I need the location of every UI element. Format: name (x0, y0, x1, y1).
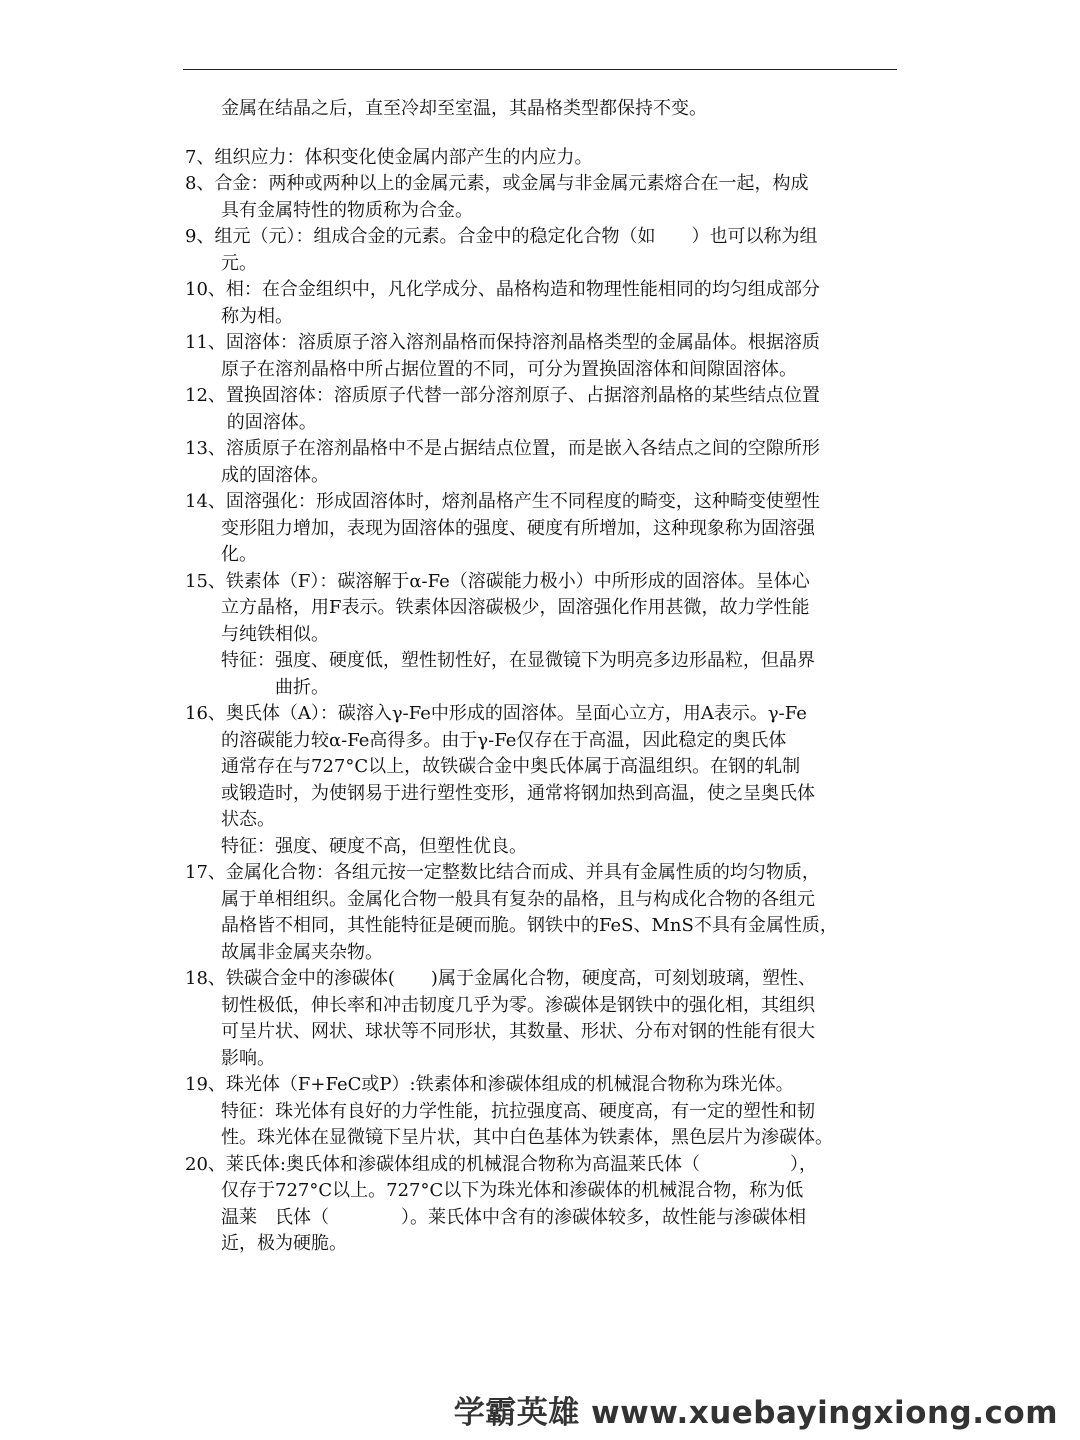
text-line: 晶格皆不相同，其性能特征是硬而脆。钢铁中的FeS、MnS不具有金属性质， (185, 915, 838, 936)
text-line: 20、莱氏体:奥氏体和渗碳体组成的机械混合物称为高温莱氏体（ ）， (185, 1153, 817, 1175)
text-line: 具有金属特性的物质称为合金。 (185, 199, 473, 221)
text-line: 韧性极低，伸长率和冲击韧度几乎为零。渗碳体是钢铁中的强化相，其组织 (185, 994, 815, 1016)
text-line: 或锻造时，为使钢易于进行塑性变形，通常将钢加热到高温，使之呈奥氏体 (185, 782, 815, 804)
text-line: 特征：强度、硬度低，塑性韧性好，在显微镜下为明亮多边形晶粒，但晶界 (185, 650, 815, 671)
text-line: 10、相：在合金组织中，凡化学成分、晶格构造和物理性能相同的均匀组成部分 (185, 279, 820, 300)
paragraph-gap (185, 123, 897, 145)
document-body (185, 96, 897, 1284)
text-line: 19、珠光体（F+FeC或P）:铁素体和渗碳体组成的机械混合物称为珠光体。 (185, 1074, 794, 1095)
text-line: 14、固溶强化：形成固溶体时，熔剂晶格产生不同程度的畸变，这种畸变使塑性 (185, 491, 820, 512)
text-line: 可呈片状、网状、球状等不同形状，其数量、形状、分布对钢的性能有很大 (185, 1021, 815, 1042)
text-line: 属于单相组织。金属化合物一般具有复杂的晶格，且与构成化合物的各组元 (185, 888, 815, 910)
text-line: 金属在结晶之后，直至冷却至室温，其晶格类型都保持不变。 (185, 98, 707, 119)
text-line: 16、奥氏体（A）：碳溶入γ-Fe中形成的固溶体。呈面心立方，用A表示。γ-Fe (185, 703, 807, 724)
text-line: 通常存在与727°C以上，故铁碳合金中奥氏体属于高温组织。在钢的轧制 (185, 756, 801, 777)
text-line: 15、铁素体（F）：碳溶解于α-Fe（溶碳能力极小）中所形成的固溶体。呈体心 (185, 570, 810, 592)
watermark: 学霸英雄 www.xuebayingxiong.com (453, 1395, 1058, 1431)
text-line: 成的固溶体。 (185, 464, 329, 486)
text-line: 温莱 氏体（ ）。莱氏体中含有的渗碳体较多，故性能与渗碳体相 (185, 1206, 806, 1228)
text-line: 化。 (185, 544, 257, 565)
text-line: 仅存于727°C以上。727°C以下为珠光体和渗碳体的机械混合物，称为低 (185, 1180, 804, 1201)
text-line: 状态。 (185, 809, 275, 830)
text-line: 7、组织应力：体积变化使金属内部产生的内应力。 (185, 146, 593, 168)
text-line: 影响。 (185, 1047, 275, 1069)
text-line: 变形阻力增加，表现为固溶体的强度、硬度有所增加，这种现象称为固溶强 (185, 517, 815, 539)
text-line: 11、固溶体：溶质原子溶入溶剂晶格而保持溶剂晶格类型的金属晶体。根据溶质 (185, 332, 820, 353)
text-line: 元。 (185, 252, 257, 274)
text-line: 9、组元（元）：组成合金的元素。合金中的稳定化合物（如 ）也可以称为组 (185, 226, 818, 247)
text-line: 18、铁碳合金中的渗碳体( )属于金属化合物，硬度高，可刻划玻璃，塑性、 (185, 968, 816, 989)
text-line: 特征：珠光体有良好的力学性能，抗拉强度高、硬度高，有一定的塑性和韧 (185, 1100, 815, 1122)
text-line: 立方晶格，用F表示。铁素体因溶碳极少，固溶强化作用甚微，故力学性能 (185, 597, 810, 618)
text-line: 性。珠光体在显微镜下呈片状，其中白色基体为铁素体，黑色层片为渗碳体。 (185, 1127, 833, 1148)
text-line: 称为相。 (185, 305, 293, 327)
text-line: 13、溶质原子在溶剂晶格中不是占据结点位置，而是嵌入各结点之间的空隙所形 (185, 438, 820, 459)
text-line: 特征：强度、硬度不高，但塑性优良。 (185, 835, 527, 857)
text-line: 近，极为硬脆。 (185, 1233, 347, 1254)
text-line (185, 1258, 897, 1285)
text-line: 12、置换固溶体：溶质原子代替一部分溶剂原子、占据溶剂晶格的某些结点位置 (185, 385, 820, 406)
text-line: 17、金属化合物：各组元按一定整数比结合而成、并具有金属性质的均匀物质， (185, 862, 820, 883)
text-line: 与纯铁相似。 (185, 623, 329, 645)
text-line: 的溶碳能力较α-Fe高得多。由于γ-Fe仅存在于高温，因此稳定的奥氏体 (185, 729, 787, 751)
header-rule (183, 69, 897, 70)
text-line: 曲折。 (185, 676, 329, 698)
text-line: 的固溶体。 (185, 411, 317, 433)
text-line: 8、合金：两种或两种以上的金属元素，或金属与非金属元素熔合在一起，构成 (185, 173, 809, 194)
text-line: 故属非金属夹杂物。 (185, 941, 383, 963)
text-line: 原子在溶剂晶格中所占据位置的不同，可分为置换固溶体和间隙固溶体。 (185, 358, 797, 380)
